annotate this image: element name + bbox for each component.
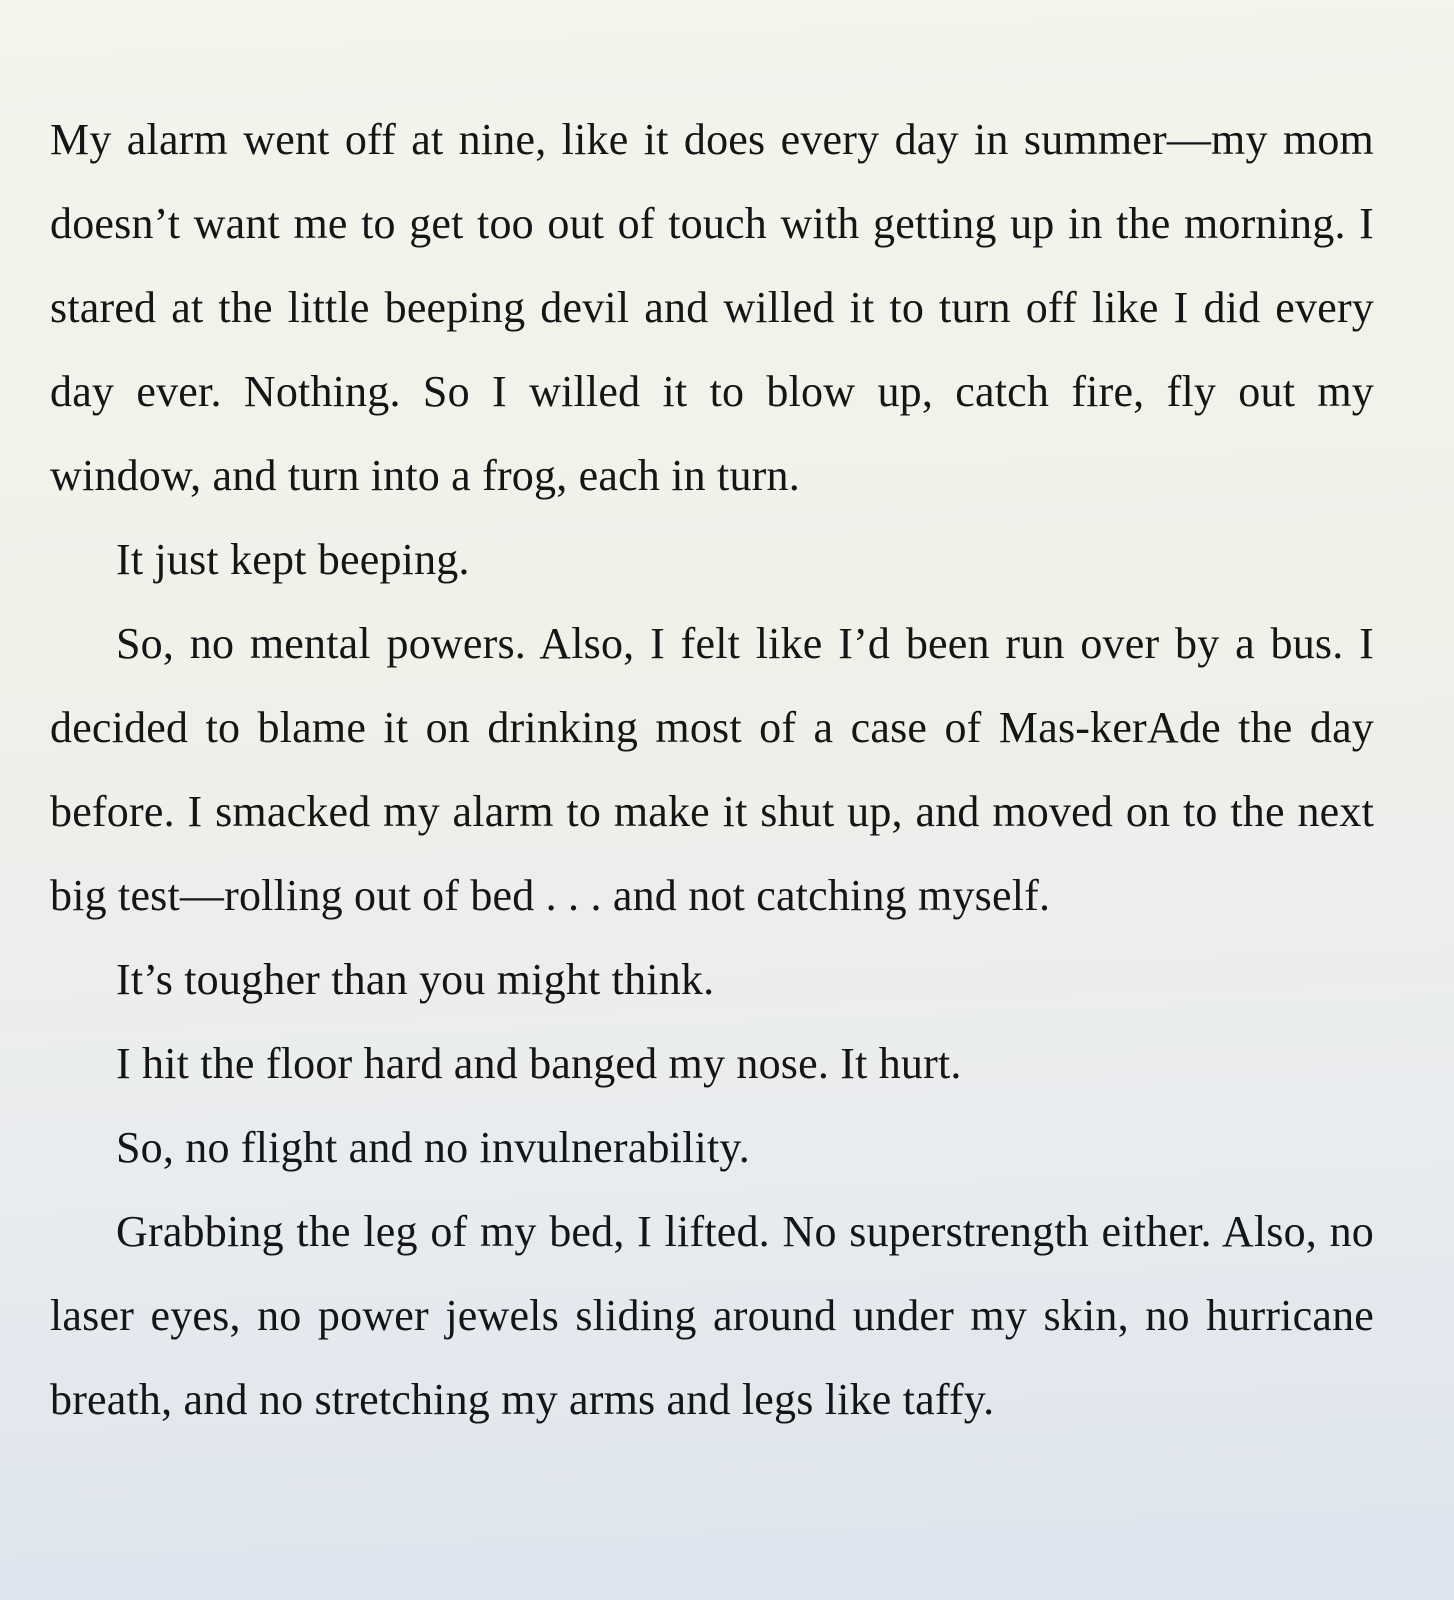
paragraph-tougher: It’s tougher than you might think. (116, 955, 715, 1004)
paragraph-alarm: My alarm went off at nine, like it does every day in summer—my mom doesn’t want me to get too out of touch with getting up in the morning. I stared at the little beeping devil and willed it to turn off like I did every day ever. Nothing. So I willed it to blow up, catch fire, fly out my window, and turn into a frog, each in turn. (50, 115, 1374, 500)
paragraph-no-flight: So, no flight and no invulnerability. (116, 1123, 750, 1172)
paragraph-no-superstrength: Grabbing the leg of my bed, I lifted. No superstrength either. Also, no laser eyes, no power jewels sliding around under my skin, no hurricane breath, and no stretching my arms and legs like taffy. (50, 1207, 1374, 1424)
paragraph-kept-beeping: It just kept beeping. (116, 535, 470, 584)
paragraph-hit-floor: I hit the floor hard and banged my nose. It hurt. (116, 1039, 962, 1088)
paragraph-no-mental-powers: So, no mental powers. Also, I felt like I’d been run over by a bus. I decided to blame it on drinking most of a case of Mas-kerAde the day before. I smacked my alarm to make it shut up, and moved on to the next big test—rolling out of bed . . . and not catching myself. (50, 619, 1374, 920)
